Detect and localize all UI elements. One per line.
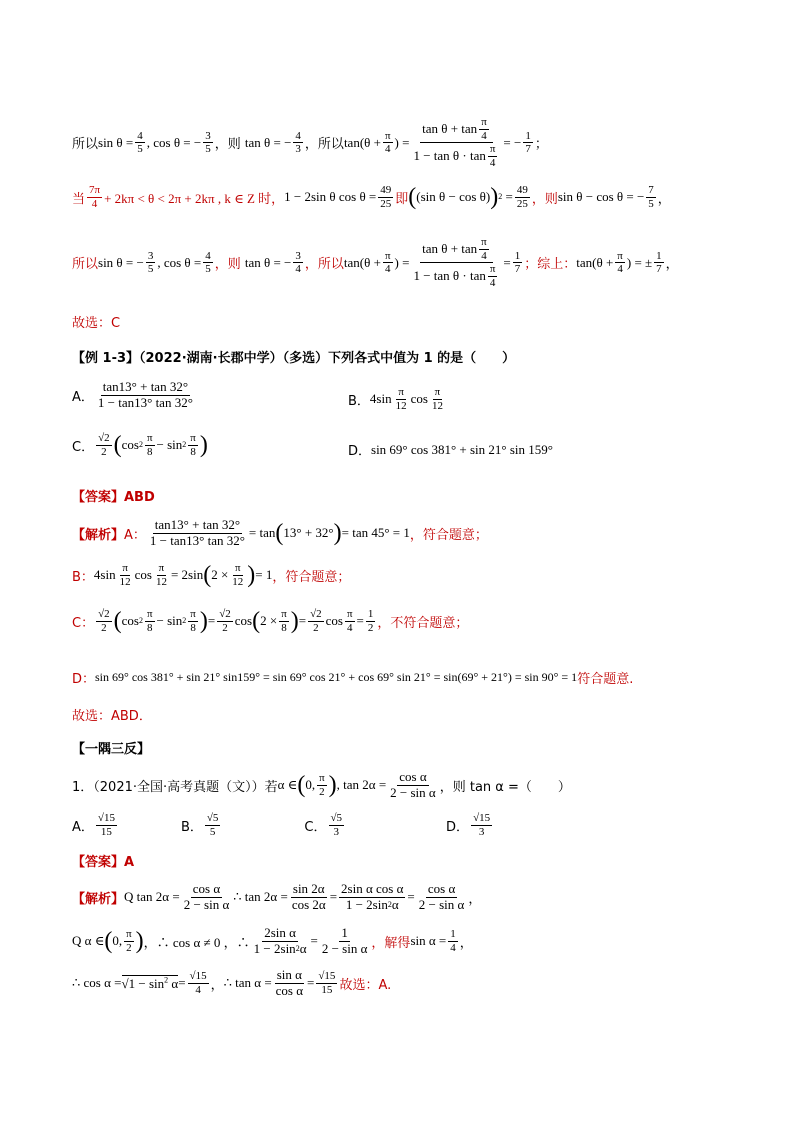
example-title: 【例 1-3】（2022·湖南·长郡中学）（多选）下列各式中值为 1 的是（ ） <box>72 351 516 366</box>
analysis-a: 【解析】 A： $\frac{\tan 13^\circ + \tan 32^\circ}{1 - \tan 13^\circ \tan 32^\circ}$ = tan ( 13° + 32° ) = tan 45° = 1 ，符合题意； <box>72 517 488 548</box>
practice-question-1: 1．（2021·全国·高考真题（文））若 α ∈ ( 0, $\frac{\pi}{2}$ ) , tan 2α = $\frac{\text{cos α}}{\text{2 − sin α}}$ ，则 tan α =（ ） <box>72 769 571 800</box>
text-suoyi-2: 所以 <box>317 137 344 153</box>
option-d: D． sin 69° cos 381° + sin 21° sin 159° <box>348 441 553 459</box>
solution-line-1: 所以 sin θ = $\frac{4}{5}$ , cos θ = − $\frac{3}{5}$ ，则 tan θ = − $\frac{4}{3}$ ， 所以 tan(θ + $\frac{\pi}{4}$ ) = tan θ + tan $\frac{\pi}{4}$ 1 − tan θ · tan $\frac{\pi}{4}$ = − $\frac{1}{7}$ ； <box>72 116 548 169</box>
math-difference: sin θ − cos θ = − $\frac{7}{5}$ <box>557 184 654 210</box>
solution-line-3: 所以 sin θ = − $\frac{3}{5}$ , cos θ = $\frac{4}{5}$ ，则 tan θ = − $\frac{3}{4}$ ， 所以 tan(θ + $\frac{\pi}{4}$ ) = tan θ + tan $\frac{\pi}{4}$ 1 − tan θ · tan $\frac{\pi}{4}$ = $\frac{1}{7}$ ；综上： tan(θ + $\frac{\pi}{4}$ ) = ± $\frac{1}{7}$ ， <box>72 236 679 289</box>
analysis-c: C： $\frac{√2}{2}$ ( cos 2 $\frac{\pi}{8}$ − sin 2 $\frac{\pi}{8}$ ) = $\frac{√2}{2}$ cos ( 2 × $\frac{\pi}{8}$ ) = $\frac{√2}{2}$ cos $\frac{\pi}{4}$ = $\frac{1}{2}$ ，不符合题意； <box>72 608 469 635</box>
example-answer-choice: 故选：ABD． <box>72 709 152 724</box>
answer-choice-c: 故选：C <box>72 316 121 331</box>
answer-label: 【答案】ABD <box>72 490 155 505</box>
option-b: B． 4sin $\frac{\pi}{12}$ cos $\frac{\pi}{12}$ <box>348 386 443 412</box>
practice-analysis-2: Q α ∈ ( 0, $\frac{\pi}{2}$ ) ，∴ cos α ≠ 0 ，∴ 2sin α 1 − 2sin 2 α = $\frac{1}{\text{2 − sin α}}$ ，解得 sin α = $\frac{1}{4}$ ， <box>72 925 473 956</box>
text-dang: 当 <box>72 191 86 207</box>
text-suoyi: 所以 <box>72 137 99 153</box>
math-tan-value: tan θ = − $\frac{4}{3}$ <box>244 129 301 156</box>
practice-options: A． $\frac{√15}{15}$ B． $\frac{√5}{5}$ C． $\frac{√5}{3}$ D． $\frac{√15}{3}$ <box>72 812 491 838</box>
option-c: C． $\frac{√2}{2}$ ( cos 2 $\frac{\pi}{8}$ − sin 2 $\frac{\pi}{8}$ ) <box>72 432 208 459</box>
math-tan-sum-1: tan(θ + $\frac{\pi}{4}$ ) = tan θ + tan $\frac{\pi}{4}$ 1 − tan θ · tan $\frac{\pi}{4}$ = − $\frac{1}{7}$ <box>343 116 531 169</box>
math-tan-sum-2: tan(θ + $\frac{\pi}{4}$ ) = tan θ + tan $\frac{\pi}{4}$ 1 − tan θ · tan $\frac{\pi}{4}$ = $\frac{1}{7}$ <box>343 236 521 289</box>
solution-line-2: 当 $\frac{7\pi}{4}$ + 2kπ < θ < 2π + 2kπ , k ∈ Z 时， 1 − 2sin θ cos θ = $\frac{49}{25}$ 即 ( (sin θ − cos θ) ) 2 = $\frac{49}{25}$ ，则 sin θ − cos θ = − $\frac{7}{5}$ ， <box>72 184 671 211</box>
analysis-d: D： sin 69° cos 381° + sin 21° sin159° = sin 69° cos 21° + cos 69° sin 21° = sin(69° + 21°) = sin 90° = 1 符合题意. <box>72 670 634 687</box>
practice-answer: 【答案】A <box>72 855 135 870</box>
analysis-b: B： 4sin $\frac{\pi}{12}$ cos $\frac{\pi}{12}$ = 2sin ( 2 × $\frac{\pi}{12}$ ) = 1 ，符合题意； <box>72 562 351 589</box>
practice-analysis-3: ∴ cos α = $√1 - \sin^2 \alpha$ = $\frac{√15}{4}$ ， ∴ tan α = $\frac{\text{sin α}}{\text{cos α}}$ = $\frac{√15}{15}$ 故选：A. <box>72 967 392 998</box>
practice-analysis-1: 【解析】 Q tan 2α = $\frac{\text{cos α}}{\text{2 − sin α}}$ ∴ tan 2α = $\frac{\sin 2\alpha}{\cos 2\alpha}$ = 2sin α cos α 1 − 2sin 2 α = $\frac{\text{cos α}}{\text{2 − sin α}}$ ， <box>72 881 482 912</box>
practice-heading: 【一隅三反】 <box>72 742 151 757</box>
math-interval: $\frac{7\pi}{4}$ + 2kπ < θ < 2π + 2kπ , k ∈ Z 时， <box>89 184 285 210</box>
math-squared: 1 − 2sin θ cos θ = $\frac{49}{25}$ <box>284 184 392 210</box>
option-a: A． $\frac{\tan 13^\circ + \tan 32^\circ}{1 - \tan 13^\circ \tan 32^\circ}$ <box>72 379 193 410</box>
math-sin-cos-values: sin θ = $\frac{4}{5}$ , cos θ = − $\frac{3}{5}$ <box>98 129 211 156</box>
